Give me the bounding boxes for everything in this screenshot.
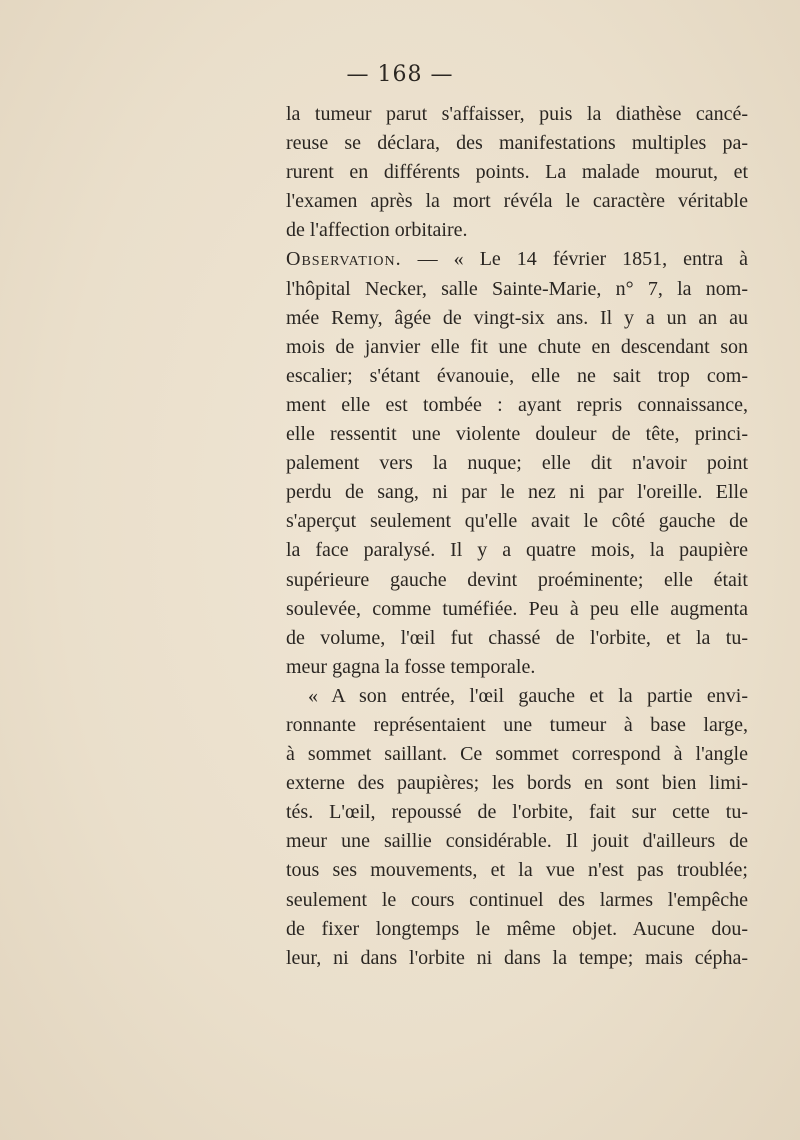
text-line: l'examen après la mort révéla le caractère véritable (286, 190, 748, 213)
text-line: leur, ni dans l'orbite ni dans la tempe; mais cépha- (286, 946, 748, 969)
text-line: ment elle est tombée : ayant repris connaissance, (286, 393, 748, 416)
text-line: meur une saillie considérable. Il jouit d'ailleurs de (286, 830, 748, 853)
text-line: escalier; s'étant évanouie, elle ne sait trop com- (286, 364, 748, 387)
text-line: meur gagna la fosse temporale. (286, 655, 536, 678)
text-line: ronnante représentaient une tumeur à base large, (286, 713, 748, 736)
text-line: tés. L'œil, repoussé de l'orbite, fait sur cette tu- (286, 801, 748, 824)
text-line: palement vers la nuque; elle dit n'avoir point (286, 452, 748, 475)
text-line: l'hôpital Necker, salle Sainte-Marie, n° 7, la nom- (286, 277, 748, 300)
text-line: seulement le cours continuel des larmes l'empêche (286, 888, 748, 911)
page-number: — 168 — (346, 62, 454, 87)
text-line: la tumeur parut s'affaisser, puis la diathèse cancé- (286, 103, 748, 125)
text-line: rurent en différents points. La malade mourut, et (286, 161, 748, 184)
text-line: perdu de sang, ni par le nez ni par l'oreille. Elle (286, 481, 748, 504)
text-line: Observation. — « Le 14 février 1851, entra à (286, 248, 748, 271)
text-line: de fixer longtemps le même objet. Aucune dou- (286, 917, 748, 940)
text-line: mois de janvier elle fit une chute en descendant son (286, 335, 748, 358)
text-line: elle ressentit une violente douleur de tête, princi- (286, 423, 748, 446)
text-line: de l'affection orbitaire. (286, 219, 468, 242)
observation-heading: Observation. (286, 248, 402, 271)
text-line: « A son entrée, l'œil gauche et la partie envi- (308, 684, 748, 707)
text-line: supérieure gauche devint proéminente; elle était (286, 568, 748, 591)
text-line: mée Remy, âgée de vingt-six ans. Il y a un an au (286, 306, 748, 329)
text-line: s'aperçut seulement qu'elle avait le côté gauche de (286, 510, 748, 533)
text-line: reuse se déclara, des manifestations multiples pa- (286, 132, 748, 155)
text-line: la face paralysé. Il y a quatre mois, la paupière (286, 539, 748, 562)
text-line: de volume, l'œil fut chassé de l'orbite, et la tu- (286, 626, 748, 649)
text-line: externe des paupières; les bords en sont bien limi- (286, 772, 748, 795)
text-line: tous ses mouvements, et la vue n'est pas troublée; (286, 859, 748, 882)
body-text (286, 100, 748, 973)
text-line: soulevée, comme tuméfiée. Peu à peu elle augmenta (286, 597, 748, 620)
text-line: à sommet saillant. Ce sommet correspond à l'angle (286, 743, 748, 766)
